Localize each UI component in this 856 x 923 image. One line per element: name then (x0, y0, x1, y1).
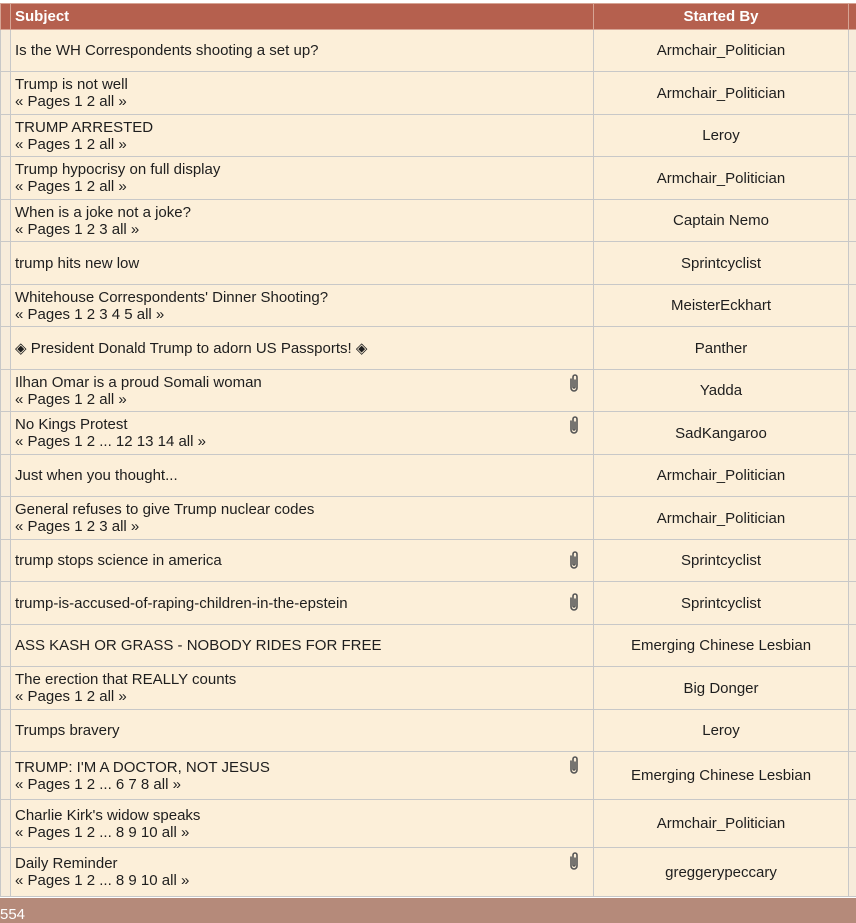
started-by-link[interactable]: Sprintcyclist (594, 540, 849, 582)
table-header-row (1, 4, 856, 30)
row-edge-left (1, 455, 11, 497)
started-by-link[interactable]: Armchair_Politician (594, 455, 849, 497)
topic-pages-links[interactable]: « Pages 1 2 ... 12 13 14 all » (15, 433, 206, 450)
topic-pages-links[interactable]: « Pages 1 2 ... 8 9 10 all » (15, 823, 190, 841)
row-edge-left (1, 157, 11, 200)
subject-cell (11, 752, 594, 800)
started-by-link[interactable]: greggerypeccary (594, 848, 849, 897)
subject-cell (11, 540, 594, 582)
paperclip-icon (567, 592, 581, 614)
table-row (1, 800, 856, 848)
topic-title-link[interactable]: No Kings Protest (15, 416, 128, 433)
subject-cell (11, 412, 594, 455)
row-edge-right (849, 412, 856, 455)
table-row (1, 30, 856, 72)
topic-title-link[interactable]: ASS KASH OR GRASS - NOBODY RIDES FOR FREE (15, 637, 382, 654)
table-row (1, 667, 856, 710)
started-by-link[interactable]: MeisterEckhart (594, 285, 849, 327)
started-by-link[interactable]: Leroy (594, 710, 849, 752)
topic-title-link[interactable]: When is a joke not a joke? (15, 203, 191, 221)
topic-pages-links[interactable]: « Pages 1 2 3 all » (15, 518, 140, 535)
row-edge-right (849, 115, 856, 157)
row-edge-left (1, 848, 11, 897)
subject-cell (11, 157, 594, 200)
topic-title-link[interactable]: Trump is not well (15, 76, 128, 93)
row-edge-right (849, 30, 856, 72)
topic-pages-links[interactable]: « Pages 1 2 all » (15, 390, 127, 408)
started-by-link[interactable]: Panther (594, 327, 849, 370)
row-edge-right (849, 200, 856, 242)
topic-title-link[interactable]: Trump hypocrisy on full display (15, 161, 221, 178)
table-row (1, 455, 856, 497)
table-row (1, 710, 856, 752)
header-edge-right (849, 4, 856, 30)
row-edge-right (849, 752, 856, 800)
row-edge-right (849, 800, 856, 848)
paperclip-icon (567, 373, 581, 395)
subject-cell (11, 800, 594, 848)
row-edge-left (1, 30, 11, 72)
row-edge-left (1, 497, 11, 540)
table-row (1, 72, 856, 115)
topic-table (0, 3, 856, 897)
table-row (1, 327, 856, 370)
subject-cell (11, 848, 594, 897)
row-edge-right (849, 242, 856, 285)
subject-cell (11, 497, 594, 540)
row-edge-right (849, 710, 856, 752)
topic-pages-links[interactable]: « Pages 1 2 3 all » (15, 220, 140, 238)
started-by-link[interactable]: Armchair_Politician (594, 157, 849, 200)
topic-title-link[interactable]: Is the WH Correspondents shooting a set up? (15, 42, 319, 59)
topic-title-link[interactable]: trump stops science in america (15, 552, 222, 569)
row-edge-right (849, 497, 856, 540)
table-row (1, 285, 856, 327)
subject-cell (11, 710, 594, 752)
table-row (1, 540, 856, 582)
topic-title-link[interactable]: Whitehouse Correspondents' Dinner Shooting? (15, 288, 329, 306)
table-row (1, 115, 856, 157)
paperclip-icon (567, 550, 581, 572)
started-by-link[interactable]: Emerging Chinese Lesbian (594, 752, 849, 800)
topic-title-link[interactable]: Trumps bravery (15, 722, 120, 739)
subject-cell (11, 455, 594, 497)
topic-title-link[interactable]: Ilhan Omar is a proud Somali woman (15, 373, 262, 391)
row-edge-left (1, 752, 11, 800)
row-edge-right (849, 72, 856, 115)
row-edge-left (1, 540, 11, 582)
row-edge-left (1, 800, 11, 848)
topic-pages-links[interactable]: « Pages 1 2 ... 6 7 8 all » (15, 775, 181, 793)
row-edge-right (849, 667, 856, 710)
topic-title-link[interactable]: trump hits new low (15, 254, 140, 272)
started-by-link[interactable]: Armchair_Politician (594, 497, 849, 540)
topic-title-link[interactable]: Charlie Kirk's widow speaks (15, 806, 201, 824)
started-by-link[interactable]: Yadda (594, 370, 849, 412)
topic-title-link[interactable]: trump-is-accused-of-raping-children-in-the-epstein (15, 594, 348, 612)
subject-cell (11, 667, 594, 710)
row-edge-right (849, 370, 856, 412)
row-edge-left (1, 200, 11, 242)
started-by-link[interactable]: Sprintcyclist (594, 242, 849, 285)
paperclip-icon (567, 755, 581, 777)
row-edge-left (1, 625, 11, 667)
subject-cell (11, 625, 594, 667)
row-edge-left (1, 72, 11, 115)
topic-list (1, 30, 856, 897)
started-by-link[interactable]: Sprintcyclist (594, 582, 849, 625)
topic-title-link[interactable]: ◈ President Donald Trump to adorn US Passports! ◈ (15, 339, 368, 357)
topic-pages-links[interactable]: « Pages 1 2 ... 8 9 10 all » (15, 872, 190, 889)
row-edge-left (1, 582, 11, 625)
subject-column-header[interactable]: Subject (11, 4, 594, 30)
table-row (1, 497, 856, 540)
subject-cell (11, 72, 594, 115)
row-edge-right (849, 157, 856, 200)
subject-cell (11, 242, 594, 285)
row-edge-left (1, 327, 11, 370)
topic-pages-links[interactable]: « Pages 1 2 all » (15, 178, 127, 195)
row-edge-left (1, 115, 11, 157)
topic-pages-links[interactable]: « Pages 1 2 all » (15, 688, 127, 705)
started-by-link[interactable]: Big Donger (594, 667, 849, 710)
started-by-link[interactable]: Armchair_Politician (594, 72, 849, 115)
subject-cell (11, 582, 594, 625)
row-edge-right (849, 455, 856, 497)
table-row (1, 370, 856, 412)
subject-cell (11, 200, 594, 242)
started-by-link[interactable]: Armchair_Politician (594, 800, 849, 848)
table-row (1, 157, 856, 200)
footer-count: 554 (0, 906, 26, 923)
subject-cell (11, 370, 594, 412)
footer-bar (0, 898, 856, 923)
row-edge-left (1, 667, 11, 710)
table-row (1, 412, 856, 455)
topic-title-link[interactable]: TRUMP: I'M A DOCTOR, NOT JESUS (15, 758, 270, 776)
header-edge-left (1, 4, 11, 30)
subject-cell (11, 30, 594, 72)
topic-title-link[interactable]: Just when you thought... (15, 467, 178, 484)
started-by-link[interactable]: SadKangaroo (594, 412, 849, 455)
topic-title-link[interactable]: General refuses to give Trump nuclear codes (15, 501, 315, 518)
table-row (1, 848, 856, 897)
row-edge-left (1, 285, 11, 327)
table-row (1, 752, 856, 800)
subject-cell (11, 285, 594, 327)
topic-title-link[interactable]: Daily Reminder (15, 855, 118, 872)
row-edge-left (1, 710, 11, 752)
topic-title-link[interactable]: The erection that REALLY counts (15, 671, 237, 688)
row-edge-right (849, 848, 856, 897)
topic-pages-links[interactable]: « Pages 1 2 3 4 5 all » (15, 305, 165, 323)
started-by-link[interactable]: Leroy (594, 115, 849, 157)
row-edge-left (1, 370, 11, 412)
row-edge-left (1, 412, 11, 455)
row-edge-right (849, 582, 856, 625)
started-by-link[interactable]: Captain Nemo (594, 200, 849, 242)
subject-cell (11, 115, 594, 157)
table-row (1, 582, 856, 625)
table-row (1, 625, 856, 667)
row-edge-right (849, 285, 856, 327)
row-edge-right (849, 540, 856, 582)
table-row (1, 200, 856, 242)
row-edge-right (849, 327, 856, 370)
topic-title-link[interactable]: TRUMP ARRESTED (15, 118, 154, 136)
row-edge-left (1, 242, 11, 285)
paperclip-icon (567, 851, 581, 873)
table-row (1, 242, 856, 285)
started-by-column-header[interactable]: Started By (594, 4, 849, 30)
row-edge-right (849, 625, 856, 667)
started-by-link[interactable]: Emerging Chinese Lesbian (594, 625, 849, 667)
topic-pages-links[interactable]: « Pages 1 2 all » (15, 93, 127, 110)
paperclip-icon (567, 415, 581, 437)
subject-cell (11, 327, 594, 370)
topic-pages-links[interactable]: « Pages 1 2 all » (15, 135, 127, 153)
started-by-link[interactable]: Armchair_Politician (594, 30, 849, 72)
